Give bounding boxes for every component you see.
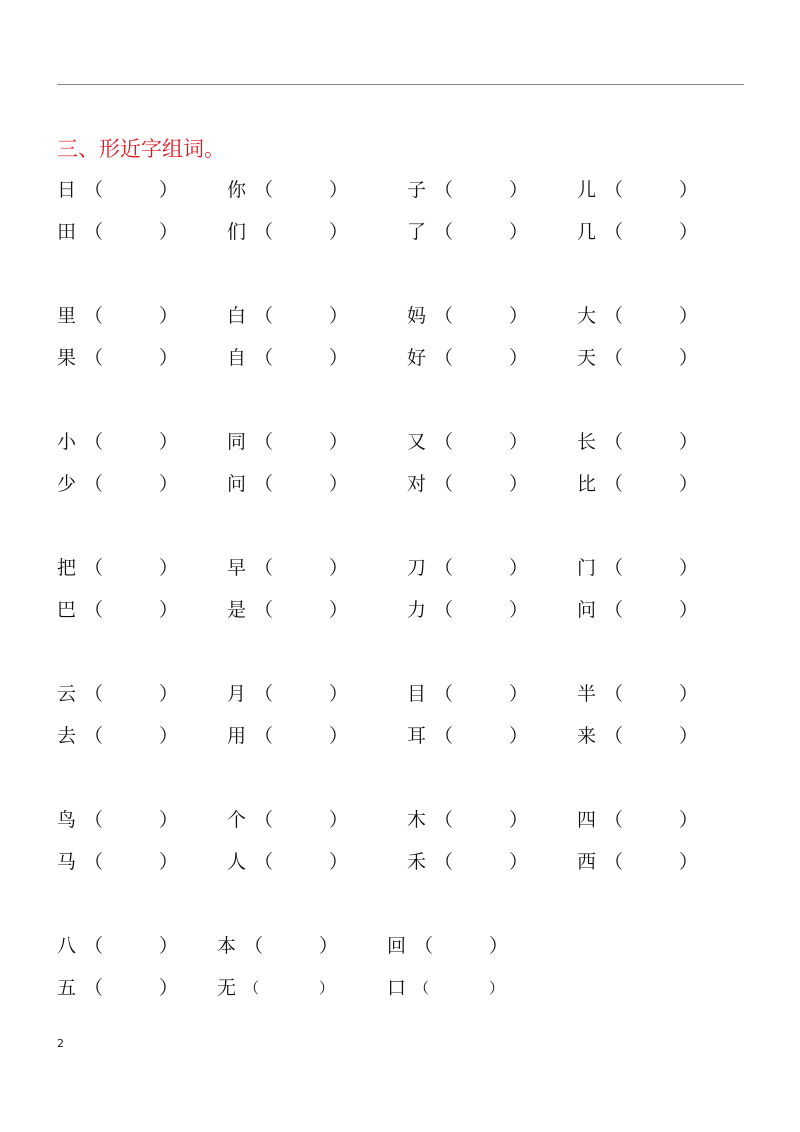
character: 力: [407, 599, 427, 621]
open-paren: （: [84, 473, 104, 495]
open-paren: （: [244, 979, 260, 997]
open-paren: （: [84, 599, 104, 621]
open-paren: （: [434, 179, 454, 201]
close-paren: ）: [159, 347, 179, 369]
character: 自: [227, 347, 247, 369]
character: 禾: [407, 851, 427, 873]
exercise-row: [0, 807, 800, 833]
open-paren: （: [604, 431, 624, 453]
character: 西: [577, 851, 597, 873]
exercise-row: [0, 681, 800, 707]
close-paren: ）: [159, 809, 179, 831]
open-paren: （: [254, 221, 274, 243]
exercise-row: [0, 219, 800, 245]
open-paren: （: [604, 809, 624, 831]
open-paren: （: [84, 557, 104, 579]
close-paren: ）: [329, 347, 349, 369]
character: 日: [57, 179, 77, 201]
open-paren: （: [434, 809, 454, 831]
open-paren: （: [604, 221, 624, 243]
close-paren: ）: [489, 935, 509, 957]
character: 门: [577, 557, 597, 579]
character: 同: [227, 431, 247, 453]
close-paren: ）: [329, 557, 349, 579]
close-paren: ）: [509, 809, 529, 831]
open-paren: （: [254, 725, 274, 747]
character: 早: [227, 557, 247, 579]
exercise-row: [0, 429, 800, 455]
character: 木: [407, 809, 427, 831]
character: 天: [577, 347, 597, 369]
close-paren: ）: [679, 179, 699, 201]
close-paren: ）: [319, 979, 335, 997]
close-paren: ）: [159, 599, 179, 621]
close-paren: ）: [679, 851, 699, 873]
open-paren: （: [434, 725, 454, 747]
character: 是: [227, 599, 247, 621]
character: 无: [217, 977, 237, 999]
close-paren: ）: [329, 179, 349, 201]
open-paren: （: [254, 347, 274, 369]
open-paren: （: [414, 935, 434, 957]
character: 回: [387, 935, 407, 957]
character: 目: [407, 683, 427, 705]
character: 子: [407, 179, 427, 201]
character: 白: [227, 305, 247, 327]
character: 个: [227, 809, 247, 831]
character: 长: [577, 431, 597, 453]
character: 大: [577, 305, 597, 327]
character: 去: [57, 725, 77, 747]
close-paren: ）: [509, 179, 529, 201]
open-paren: （: [84, 179, 104, 201]
close-paren: ）: [489, 979, 505, 997]
close-paren: ）: [159, 473, 179, 495]
open-paren: （: [434, 347, 454, 369]
close-paren: ）: [679, 221, 699, 243]
character: 里: [57, 305, 77, 327]
close-paren: ）: [159, 977, 179, 999]
open-paren: （: [254, 851, 274, 873]
character: 来: [577, 725, 597, 747]
character: 半: [577, 683, 597, 705]
character: 耳: [407, 725, 427, 747]
character: 小: [57, 431, 77, 453]
close-paren: ）: [679, 431, 699, 453]
character: 好: [407, 347, 427, 369]
open-paren: （: [84, 347, 104, 369]
close-paren: ）: [319, 935, 339, 957]
close-paren: ）: [509, 221, 529, 243]
open-paren: （: [84, 305, 104, 327]
open-paren: （: [604, 851, 624, 873]
open-paren: （: [434, 221, 454, 243]
top-divider: [57, 84, 744, 85]
close-paren: ）: [679, 473, 699, 495]
close-paren: ）: [159, 221, 179, 243]
close-paren: ）: [509, 473, 529, 495]
open-paren: （: [604, 305, 624, 327]
open-paren: （: [604, 725, 624, 747]
character: 月: [227, 683, 247, 705]
open-paren: （: [414, 979, 430, 997]
close-paren: ）: [159, 725, 179, 747]
close-paren: ）: [159, 557, 179, 579]
open-paren: （: [434, 305, 454, 327]
character: 八: [57, 935, 77, 957]
character: 巴: [57, 599, 77, 621]
page-number: 2: [57, 1037, 64, 1050]
close-paren: ）: [329, 473, 349, 495]
close-paren: ）: [679, 683, 699, 705]
close-paren: ）: [679, 305, 699, 327]
close-paren: ）: [679, 599, 699, 621]
open-paren: （: [84, 431, 104, 453]
close-paren: ）: [159, 179, 179, 201]
close-paren: ）: [509, 347, 529, 369]
character: 鸟: [57, 809, 77, 831]
character: 云: [57, 683, 77, 705]
exercise-row: [0, 597, 800, 623]
character: 问: [227, 473, 247, 495]
open-paren: （: [244, 935, 264, 957]
exercise-row: [0, 723, 800, 749]
close-paren: ）: [509, 683, 529, 705]
character: 本: [217, 935, 237, 957]
character: 问: [577, 599, 597, 621]
close-paren: ）: [329, 599, 349, 621]
open-paren: （: [434, 683, 454, 705]
character: 儿: [577, 179, 597, 201]
exercise-row: [0, 975, 800, 1001]
open-paren: （: [604, 683, 624, 705]
close-paren: ）: [679, 347, 699, 369]
open-paren: （: [254, 305, 274, 327]
character: 了: [407, 221, 427, 243]
open-paren: （: [604, 179, 624, 201]
character: 妈: [407, 305, 427, 327]
exercise-row: [0, 177, 800, 203]
close-paren: ）: [159, 431, 179, 453]
open-paren: （: [84, 683, 104, 705]
character: 把: [57, 557, 77, 579]
close-paren: ）: [329, 851, 349, 873]
character: 们: [227, 221, 247, 243]
character: 几: [577, 221, 597, 243]
open-paren: （: [84, 935, 104, 957]
close-paren: ）: [509, 725, 529, 747]
exercise-row: [0, 345, 800, 371]
open-paren: （: [254, 557, 274, 579]
exercise-row: [0, 555, 800, 581]
open-paren: （: [84, 977, 104, 999]
exercise-row: [0, 933, 800, 959]
open-paren: （: [434, 431, 454, 453]
close-paren: ）: [159, 851, 179, 873]
open-paren: （: [84, 221, 104, 243]
open-paren: （: [604, 347, 624, 369]
close-paren: ）: [679, 557, 699, 579]
character: 你: [227, 179, 247, 201]
close-paren: ）: [509, 557, 529, 579]
character: 用: [227, 725, 247, 747]
open-paren: （: [254, 683, 274, 705]
close-paren: ）: [329, 305, 349, 327]
section-heading: 三、形近字组词。: [57, 137, 225, 161]
open-paren: （: [254, 473, 274, 495]
character: 五: [57, 977, 77, 999]
open-paren: （: [604, 557, 624, 579]
close-paren: ）: [159, 935, 179, 957]
close-paren: ）: [329, 221, 349, 243]
character: 人: [227, 851, 247, 873]
character: 马: [57, 851, 77, 873]
close-paren: ）: [679, 809, 699, 831]
close-paren: ）: [509, 431, 529, 453]
open-paren: （: [434, 557, 454, 579]
open-paren: （: [84, 851, 104, 873]
close-paren: ）: [329, 683, 349, 705]
close-paren: ）: [509, 599, 529, 621]
close-paren: ）: [159, 683, 179, 705]
close-paren: ）: [159, 305, 179, 327]
open-paren: （: [254, 431, 274, 453]
open-paren: （: [604, 473, 624, 495]
character: 又: [407, 431, 427, 453]
open-paren: （: [604, 599, 624, 621]
close-paren: ）: [679, 725, 699, 747]
character: 口: [387, 977, 407, 999]
open-paren: （: [254, 179, 274, 201]
close-paren: ）: [329, 431, 349, 453]
close-paren: ）: [329, 809, 349, 831]
character: 田: [57, 221, 77, 243]
exercise-row: [0, 849, 800, 875]
open-paren: （: [434, 851, 454, 873]
character: 果: [57, 347, 77, 369]
close-paren: ）: [509, 305, 529, 327]
exercise-row: [0, 303, 800, 329]
exercise-row: [0, 471, 800, 497]
character: 少: [57, 473, 77, 495]
character: 比: [577, 473, 597, 495]
open-paren: （: [254, 809, 274, 831]
open-paren: （: [434, 599, 454, 621]
close-paren: ）: [509, 851, 529, 873]
close-paren: ）: [329, 725, 349, 747]
open-paren: （: [84, 809, 104, 831]
character: 刀: [407, 557, 427, 579]
character: 对: [407, 473, 427, 495]
open-paren: （: [84, 725, 104, 747]
character: 四: [577, 809, 597, 831]
open-paren: （: [434, 473, 454, 495]
open-paren: （: [254, 599, 274, 621]
